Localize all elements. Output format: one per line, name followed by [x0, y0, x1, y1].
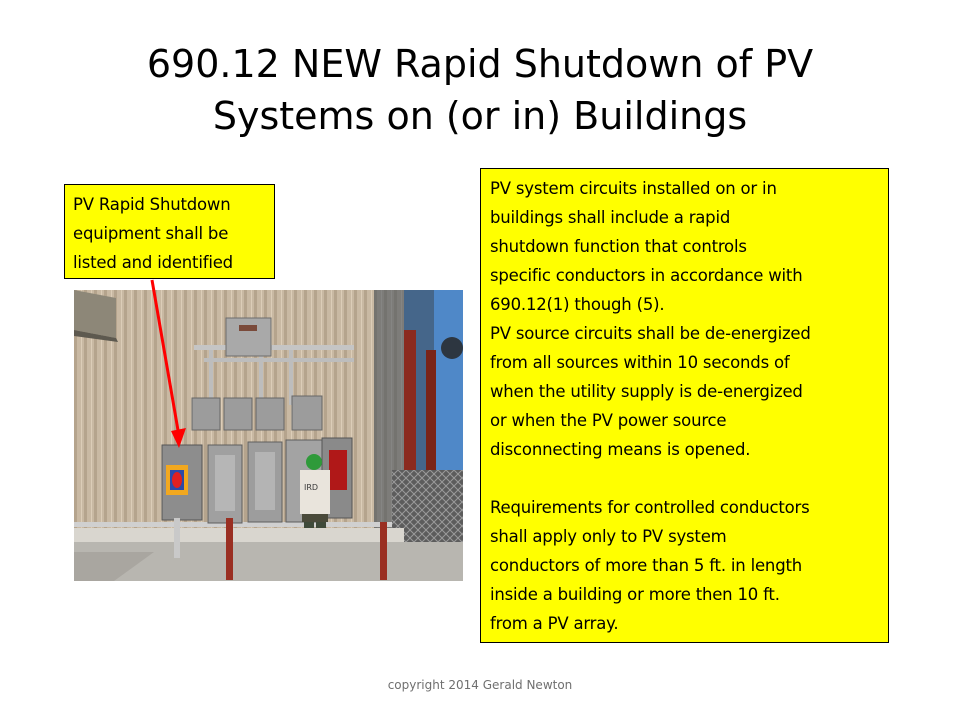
requirements-line: PV system circuits installed on or in — [490, 179, 777, 198]
slide-title — [60, 38, 900, 142]
requirements-line: when the utility supply is de-energized — [490, 382, 803, 401]
title-line-2: Systems on (or in) Buildings — [212, 94, 748, 138]
requirements-line: inside a building or more then 10 ft. — [490, 585, 780, 604]
requirements-line: disconnecting means is opened. — [490, 440, 751, 459]
equipment-photo — [74, 290, 463, 581]
worker-shirt-text: IRD — [304, 483, 319, 492]
callout-requirements — [480, 168, 889, 643]
requirements-line: PV source circuits shall be de-energized — [490, 324, 811, 343]
requirements-line: or when the PV power source — [490, 411, 727, 430]
requirements-line: shall apply only to PV system — [490, 527, 727, 546]
callout-left-line: listed and identified — [73, 253, 233, 272]
callout-left-line: PV Rapid Shutdown — [73, 195, 231, 214]
copyright-footer: copyright 2014 Gerald Newton — [387, 678, 573, 692]
requirements-line: buildings shall include a rapid — [490, 208, 731, 227]
callout-rapid-shutdown-equipment — [64, 184, 275, 279]
paragraph-gap — [490, 464, 884, 493]
title-line-1: 690.12 NEW Rapid Shutdown of PV — [146, 42, 814, 86]
requirements-line: shutdown function that controls — [490, 237, 747, 256]
callout-left-line: equipment shall be — [73, 224, 229, 243]
requirements-line: specific conductors in accordance with — [490, 266, 803, 285]
requirements-line: conductors of more than 5 ft. in length — [490, 556, 802, 575]
requirements-line: 690.12(1) though (5). — [490, 295, 665, 314]
requirements-line: Requirements for controlled conductors — [490, 498, 810, 517]
requirements-line: from a PV array. — [490, 614, 619, 633]
requirements-line: from all sources within 10 seconds of — [490, 353, 790, 372]
